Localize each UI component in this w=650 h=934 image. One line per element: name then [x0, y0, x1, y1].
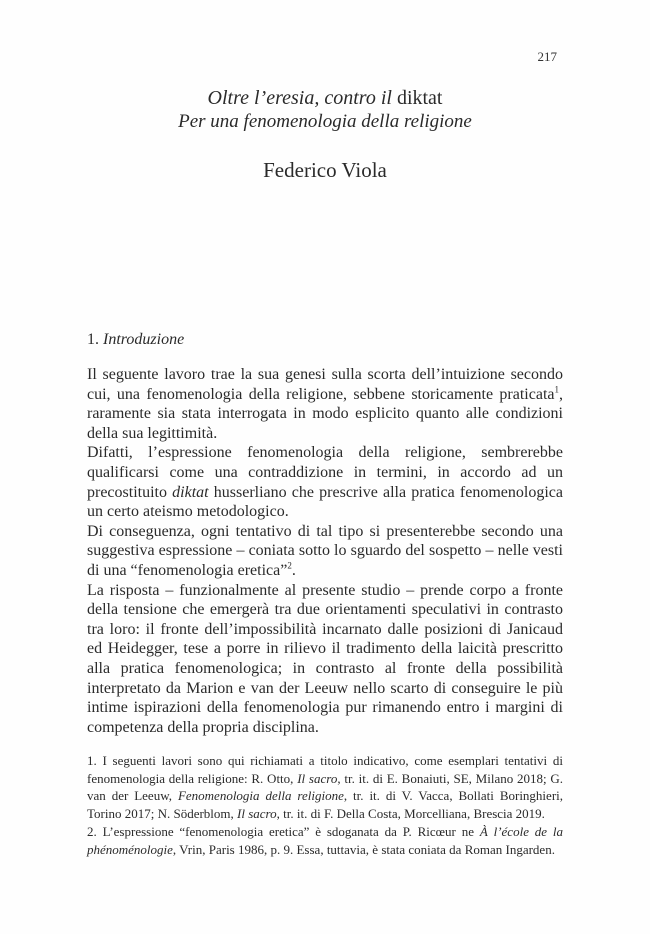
footnote-1-text-d: , tr. it. di F. Della Costa, Morcelliana, Brescia 2019. — [276, 806, 545, 822]
footnote-1-italic-3: Il sacro — [237, 806, 277, 822]
title-italic-part: Oltre l’eresia, contro il — [207, 87, 392, 109]
paragraph-1 — [87, 365, 563, 443]
author-name: Federico Viola — [263, 158, 387, 182]
footnote-2-text-a: 2. L’espressione “fenomenologia eretica” è sdoganata da P. Ricœur ne — [87, 823, 474, 839]
article-title — [0, 86, 650, 110]
title-roman-part: diktat — [396, 87, 443, 109]
footnote-1 — [87, 752, 563, 823]
paragraph-1-text-b: , raramente sia stata interrogata in modo esplicito quanto alle condizioni della sua legittimità. — [87, 385, 563, 442]
paragraph-3-text-a: Di conseguenza, ogni tentativo di tal tipo si presenterebbe secondo una suggestiva espressione – coniata sotto lo sguardo del sospetto – nelle vesti di una “fenomenologia eretica” — [87, 522, 563, 579]
footnote-1-italic-2: Fenomenologia della religione — [177, 788, 344, 804]
footnote-2-italic-1: À l’école de la phénoménologie — [87, 823, 564, 857]
body-text — [87, 365, 563, 737]
paragraph-2 — [87, 443, 563, 521]
footnote-1-italic-1: Il sacro — [297, 770, 338, 786]
article-subtitle: Per una fenomenologia della religione — [178, 111, 472, 132]
page-number: 217 — [537, 49, 557, 64]
footnote-2 — [87, 823, 563, 858]
footnote-1-text-a: 1. I seguenti lavori sono qui richiamati a titolo indicativo, come esemplari tentativi di fenomenologia della religione: R. Otto, — [87, 753, 563, 786]
footnotes — [87, 752, 563, 858]
section-title: Introduzione — [103, 331, 185, 348]
title-block — [0, 86, 650, 183]
section-number: 1. — [87, 331, 99, 348]
footnote-ref-2[interactable]: 2 — [287, 560, 292, 571]
paragraph-1-text-a: Il seguente lavoro trae la sua genesi sulla scorta dell’intuizione secondo cui, una fenomenologia della religione, sebbene storicamente praticata — [87, 366, 563, 403]
paragraph-3 — [87, 522, 563, 581]
paragraph-2-text-b: husserliano che prescrive alla pratica fenomenologica un certo ateismo metodologico. — [87, 483, 564, 521]
footnote-1-text-b: , tr. it. di E. Bonaiuti, SE, Milano 2018; G. van der Leeuw, — [87, 770, 564, 804]
footnote-2-text-b: , Vrin, Paris 1986, p. 9. Essa, tuttavia, è stata coniata da Roman Ingarden. — [172, 841, 555, 857]
footnote-ref-1[interactable]: 1 — [554, 384, 559, 395]
footnote-1-text-c: , tr. it. di V. Vacca, Bollati Boringhieri, Torino 2017; N. Söderblom, — [87, 788, 564, 822]
paragraph-4: La risposta – funzionalmente al presente studio – prende corpo a fronte della tensione che emergerà tra due orientamenti speculativi in contrasto tra loro: il fronte dell’impossibilità incarnato dalle posizioni di Janicaud ed Heidegger, tese a porre in rilievo il tradimento della laicità prescritto alla pratica fenomenologica; in contrasto al fronte della possibilità interpretato da Marion e van der Leeuw nello scarto di conseguire le più intime ispirazioni della fenomenologia pur rimanendo entro i margini di competenza della propria disciplina. — [87, 581, 563, 736]
paragraph-3-text-b: . — [291, 561, 296, 579]
paragraph-2-italic: diktat — [172, 483, 209, 501]
section-heading — [87, 331, 184, 349]
paragraph-2-text-a: Difatti, l’espressione fenomenologia della religione, sembrerebbe qualificarsi come una contraddizione in termini, in accordo ad un precostituito — [87, 444, 563, 501]
